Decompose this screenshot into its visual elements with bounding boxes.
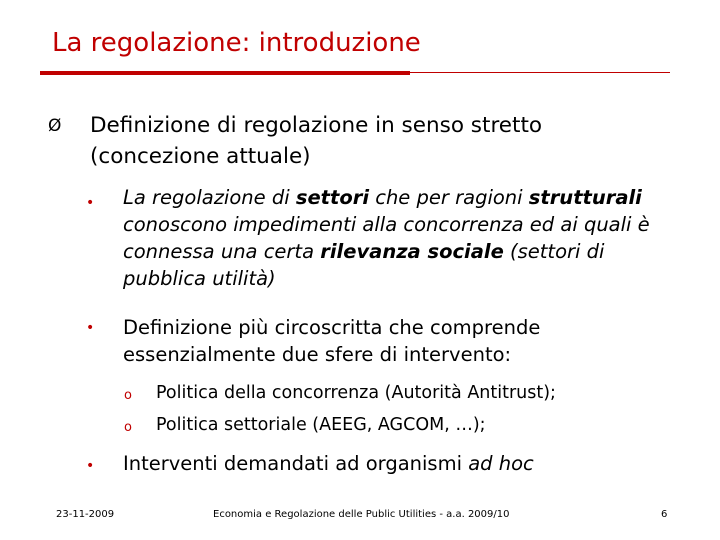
item1-text-b: che per ragioni bbox=[369, 186, 529, 209]
title-underline-thin bbox=[410, 72, 670, 73]
bullet-item-3 bbox=[123, 450, 683, 477]
item3-emph-adhoc: ad hoc bbox=[468, 452, 534, 475]
bullet-icon: • bbox=[86, 320, 95, 336]
bullet-icon: • bbox=[86, 458, 95, 474]
bullet-item-1 bbox=[123, 184, 683, 292]
item1-text-c: conoscono impedimenti alla concorrenza ed ai quali è connessa una certa bbox=[123, 213, 650, 263]
bullet-icon: • bbox=[86, 195, 95, 211]
title-underline-thick bbox=[40, 71, 410, 75]
bullet-item-2: Definizione più circoscritta che comprende essenzialmente due sfere di intervento: bbox=[123, 316, 541, 366]
footer-date: 23-11-2009 bbox=[56, 509, 115, 520]
item1-emph-rilevanza: rilevanza sociale bbox=[320, 240, 504, 263]
footer-page-number: 6 bbox=[661, 509, 668, 520]
subitem-2: Politica settoriale (AEEG, AGCOM, …); bbox=[156, 415, 486, 435]
arrow-bullet-icon: Ø bbox=[48, 116, 62, 136]
item1-emph-settori: settori bbox=[295, 186, 370, 209]
item3-text: Interventi demandati ad organismi bbox=[123, 452, 469, 475]
subitem-1: Politica della concorrenza (Autorità Antitrust); bbox=[156, 383, 556, 403]
item1-emph-strutturali: strutturali bbox=[528, 186, 642, 209]
level1-text: Definizione di regolazione in senso stretto (concezione attuale) bbox=[90, 113, 543, 169]
circle-bullet-icon: o bbox=[124, 420, 132, 435]
item1-text-d: (settori di pubblica utilità) bbox=[123, 240, 605, 290]
item1-text-a: La regolazione di bbox=[123, 186, 296, 209]
circle-bullet-icon: o bbox=[124, 388, 132, 403]
footer-course: Economia e Regolazione delle Public Utilities - a.a. 2009/10 bbox=[213, 509, 510, 520]
slide-title: La regolazione: introduzione bbox=[52, 28, 421, 58]
